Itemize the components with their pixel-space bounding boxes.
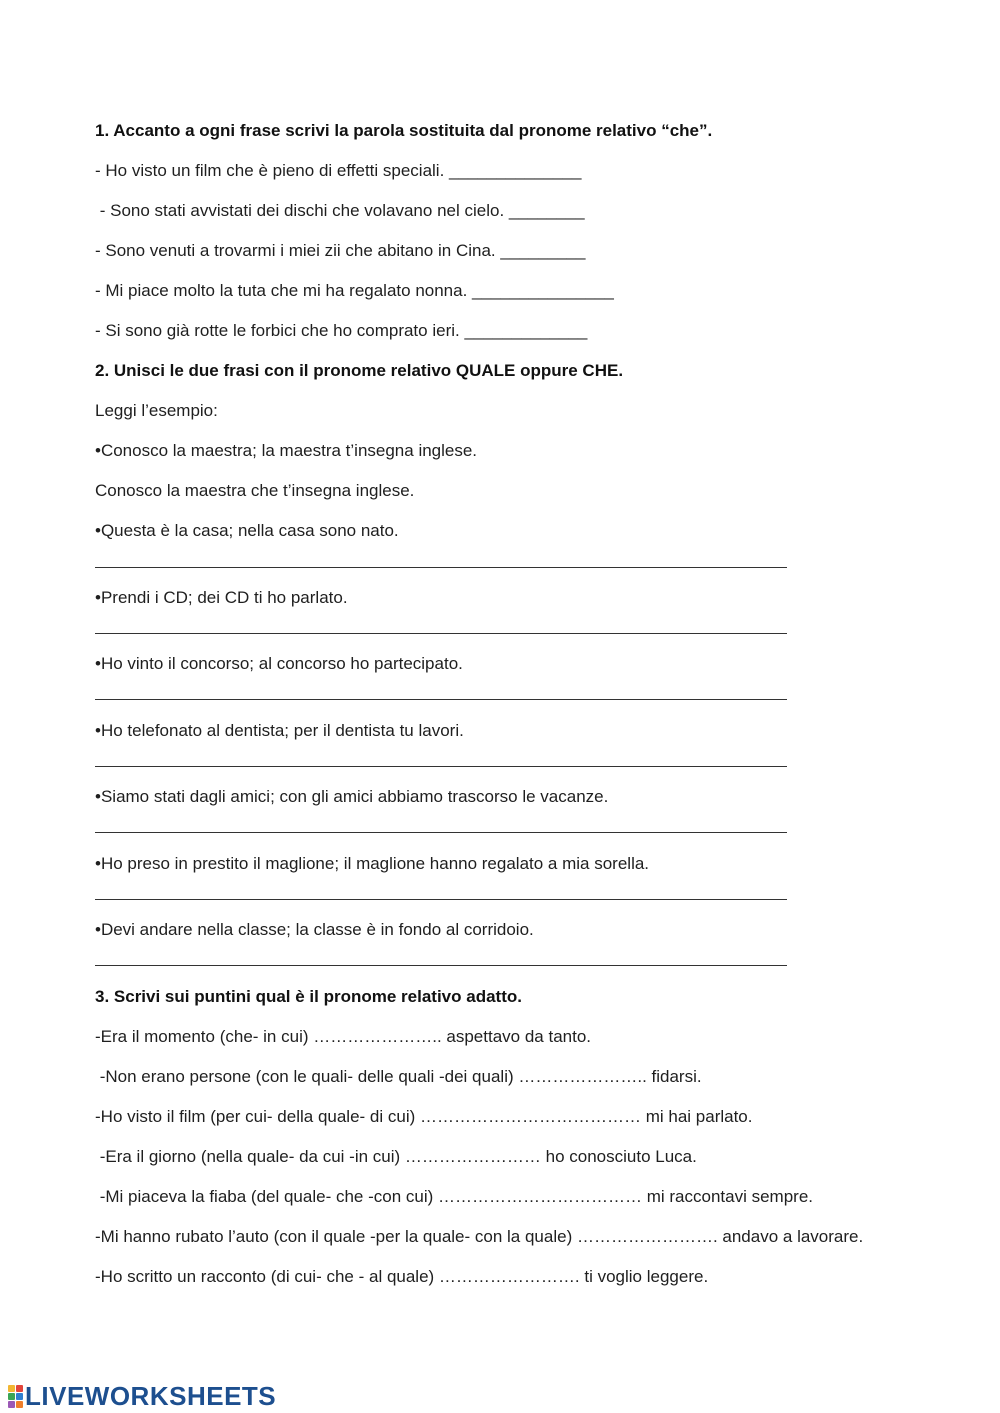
- exercise3-item: -Ho visto il film (per cui- della quale- di cui) ………………………………… mi hai parlato.: [95, 1107, 753, 1126]
- answer-line[interactable]: [95, 965, 787, 966]
- liveworksheets-logo-icon: [8, 1385, 23, 1408]
- exercise3-item: -Era il momento (che- in cui) ………………….. aspettavo da tanto.: [95, 1027, 592, 1046]
- exercise3-item: -Mi hanno rubato l’auto (con il quale -per la quale- con la quale) ……………………. andavo a lavorare.: [95, 1227, 864, 1246]
- answer-line[interactable]: [95, 832, 787, 833]
- exercise3-item: -Mi piaceva la fiaba (del quale- che -con cui) ……………………………… mi raccontavi sempre.: [95, 1187, 813, 1206]
- answer-line[interactable]: [95, 899, 787, 900]
- exercise1-sentence: - Ho visto un film che è pieno di effetti speciali. ______________: [95, 161, 582, 180]
- answer-line[interactable]: [95, 633, 787, 634]
- exercise1-sentence: - Si sono già rotte le forbici che ho comprato ieri. _____________: [95, 321, 588, 340]
- exercise3-item: -Ho scritto un racconto (di cui- che - al quale) ……………………. ti voglio leggere.: [95, 1267, 709, 1286]
- exercise3-item: -Era il giorno (nella quale- da cui -in cui) …………………… ho conosciuto Luca.: [95, 1147, 697, 1166]
- liveworksheets-logo: [8, 1381, 276, 1411]
- exercise1-sentence: - Sono venuti a trovarmi i miei zii che abitano in Cina. _________: [95, 241, 586, 260]
- exercise2-example-question: •Conosco la maestra; la maestra t’insegna inglese.: [95, 441, 478, 460]
- exercise2-example-intro: Leggi l’esempio:: [95, 401, 218, 420]
- exercise1-sentence: - Mi piace molto la tuta che mi ha regalato nonna. _______________: [95, 281, 614, 300]
- liveworksheets-logo-text: LIVEWORKSHEETS: [25, 1381, 277, 1411]
- exercise3-item: -Non erano persone (con le quali- delle quali -dei quali) ………………….. fidarsi.: [95, 1067, 702, 1086]
- exercise3-title: 3. Scrivi sui puntini qual è il pronome relativo adatto.: [95, 987, 522, 1006]
- exercise2-item: •Questa è la casa; nella casa sono nato.: [95, 521, 399, 540]
- exercise2-item: •Ho telefonato al dentista; per il dentista tu lavori.: [95, 721, 464, 740]
- answer-line[interactable]: [95, 766, 787, 767]
- exercise2-item: •Ho vinto il concorso; al concorso ho partecipato.: [95, 654, 463, 673]
- exercise1-sentence: - Sono stati avvistati dei dischi che volavano nel cielo. ________: [95, 201, 585, 220]
- exercise2-item: •Siamo stati dagli amici; con gli amici abbiamo trascorso le vacanze.: [95, 787, 609, 806]
- exercise2-item: •Ho preso in prestito il maglione; il maglione hanno regalato a mia sorella.: [95, 854, 650, 873]
- exercise1-title: 1. Accanto a ogni frase scrivi la parola sostituita dal pronome relativo “che”.: [95, 121, 713, 140]
- answer-line[interactable]: [95, 699, 787, 700]
- answer-line[interactable]: [95, 567, 787, 568]
- exercise2-title: 2. Unisci le due frasi con il pronome relativo QUALE oppure CHE.: [95, 361, 624, 380]
- exercise2-example-answer: Conosco la maestra che t’insegna inglese.: [95, 481, 415, 500]
- exercise2-item: •Prendi i CD; dei CD ti ho parlato.: [95, 588, 348, 607]
- exercise2-item: •Devi andare nella classe; la classe è in fondo al corridoio.: [95, 920, 534, 939]
